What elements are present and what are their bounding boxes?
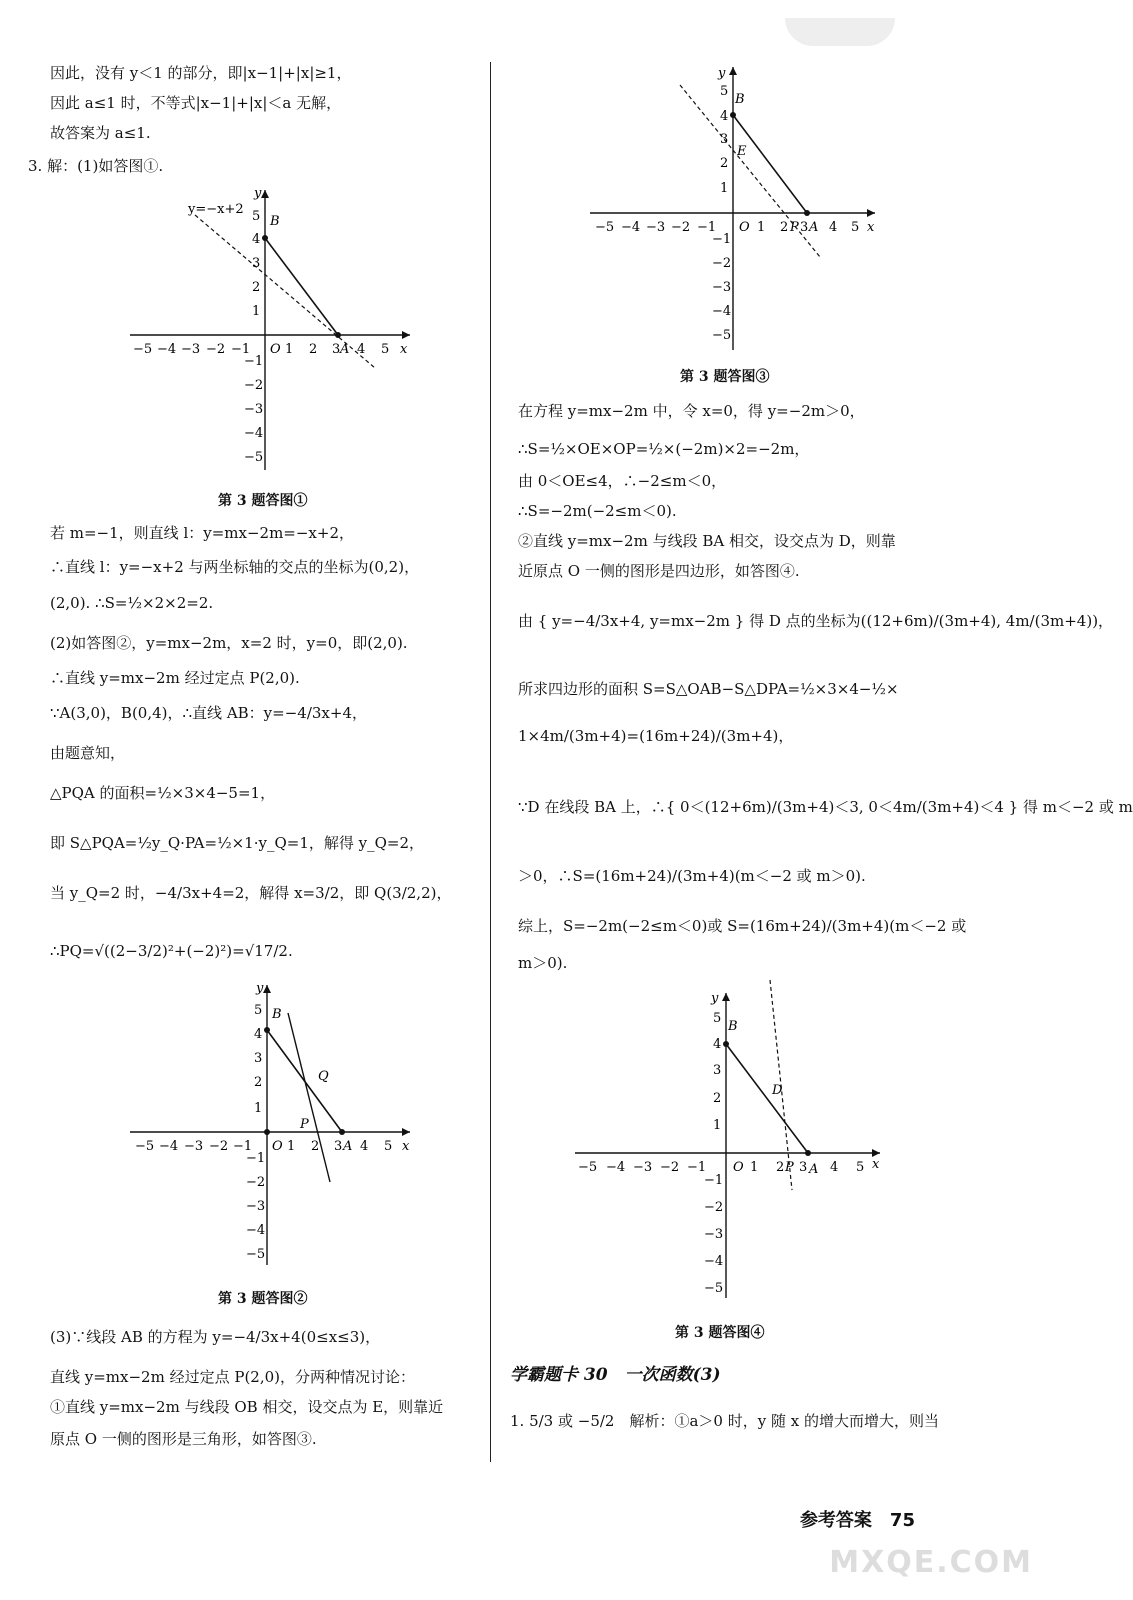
figure-caption: 第 3 题答图① [218, 493, 308, 509]
svg-text:−4: −4 [159, 1139, 179, 1154]
text-line: 若 m=−1，则直线 l：y=mx−2m=−x+2， [50, 524, 355, 542]
text-line: 由 { y=−4/3x+4, y=mx−2m } 得 D 点的坐标为((12+6m)/(3m+4), 4m/(3m+4))， [518, 612, 1114, 630]
svg-text:1: 1 [757, 220, 766, 235]
page-tab [785, 18, 895, 46]
svg-text:−4: −4 [621, 220, 641, 235]
svg-text:1: 1 [720, 181, 729, 196]
svg-text:B: B [272, 1007, 282, 1022]
text-line: (2)如答图②，y=mx−2m，x=2 时，y=0，即(2,0). [50, 634, 408, 652]
svg-text:−3: −3 [704, 1227, 724, 1242]
svg-text:−2: −2 [206, 342, 226, 357]
svg-text:y=−x+2: y=−x+2 [188, 202, 244, 217]
svg-text:3: 3 [254, 1051, 263, 1066]
svg-text:1: 1 [285, 342, 294, 357]
svg-text:2: 2 [713, 1091, 722, 1106]
svg-text:−2: −2 [209, 1139, 229, 1154]
svg-text:1: 1 [254, 1101, 263, 1116]
svg-text:−2: −2 [244, 378, 264, 393]
svg-text:4: 4 [720, 109, 729, 124]
svg-text:x: x [872, 1157, 880, 1172]
svg-text:−3: −3 [184, 1139, 204, 1154]
svg-text:y: y [256, 981, 264, 996]
text-line: 即 S△PQA=½y_Q·PA=½×1·y_Q=1，解得 y_Q=2， [50, 834, 425, 852]
svg-text:2: 2 [252, 280, 261, 295]
svg-text:−5: −5 [595, 220, 615, 235]
svg-text:−4: −4 [704, 1254, 724, 1269]
text-line: 3. 解：(1)如答图①. [28, 157, 164, 175]
section-title: 学霸题卡 30 一次函数(3) [510, 1365, 721, 1385]
text-line: 由题意知， [50, 744, 126, 762]
svg-text:−3: −3 [244, 402, 264, 417]
svg-text:−4: −4 [157, 342, 177, 357]
text-line: 在方程 y=mx−2m 中，令 x=0，得 y=−2m＞0， [518, 402, 865, 420]
svg-text:−1: −1 [687, 1160, 707, 1175]
text-line: 原点 O 一侧的图形是三角形，如答图③. [50, 1430, 317, 1448]
text-line: ∴直线 l：y=−x+2 与两坐标轴的交点的坐标为(0,2)， [50, 558, 420, 576]
text-line: 所求四边形的面积 S=S△OAB−S△DPA=½×3×4−½× [518, 680, 899, 698]
svg-text:Q: Q [318, 1069, 329, 1084]
svg-text:B: B [735, 92, 745, 107]
text-line: ∴S=½×OE×OP=½×(−2m)×2=−2m， [518, 440, 810, 458]
svg-text:1: 1 [252, 304, 261, 319]
text-line: ＞0，∴S=(16m+24)/(3m+4)(m＜−2 或 m＞0). [518, 867, 866, 885]
svg-text:y: y [718, 66, 726, 81]
text-line: ∴直线 y=mx−2m 经过定点 P(2,0). [50, 669, 300, 687]
svg-text:2: 2 [254, 1075, 263, 1090]
svg-text:−3: −3 [181, 342, 201, 357]
svg-text:1: 1 [750, 1160, 759, 1175]
svg-text:3: 3 [334, 1139, 343, 1154]
figure-caption: 第 3 题答图③ [680, 369, 770, 385]
svg-text:−5: −5 [133, 342, 153, 357]
svg-text:−2: −2 [712, 256, 732, 271]
column-divider [490, 62, 491, 1462]
svg-text:−4: −4 [712, 304, 732, 319]
svg-text:x: x [402, 1139, 410, 1154]
graph-answer-4 [570, 978, 880, 1303]
svg-text:4: 4 [713, 1037, 722, 1052]
svg-text:5: 5 [381, 342, 390, 357]
svg-text:O: O [733, 1160, 744, 1175]
graph-answer-3 [585, 65, 885, 355]
svg-text:2: 2 [780, 220, 789, 235]
svg-text:−1: −1 [233, 1139, 253, 1154]
svg-text:y: y [711, 991, 719, 1006]
svg-text:−1: −1 [704, 1173, 724, 1188]
svg-text:3: 3 [713, 1063, 722, 1078]
svg-text:P: P [790, 220, 799, 235]
svg-text:−3: −3 [633, 1160, 653, 1175]
text-line: (3)∵线段 AB 的方程为 y=−4/3x+4(0≤x≤3)， [50, 1328, 381, 1346]
text-line: m＞0). [518, 954, 568, 972]
svg-text:x: x [867, 220, 875, 235]
svg-text:B: B [728, 1019, 738, 1034]
svg-text:5: 5 [254, 1003, 263, 1018]
svg-text:1: 1 [287, 1139, 296, 1154]
svg-text:−3: −3 [246, 1199, 266, 1214]
svg-text:P: P [300, 1117, 309, 1132]
svg-text:2: 2 [311, 1139, 320, 1154]
svg-text:−5: −5 [244, 450, 264, 465]
text-line: ∵A(3,0)，B(0,4)，∴直线 AB：y=−4/3x+4， [50, 704, 368, 722]
svg-text:−1: −1 [246, 1151, 266, 1166]
svg-text:4: 4 [829, 220, 838, 235]
segment-ba [265, 238, 338, 335]
svg-text:D: D [772, 1083, 783, 1098]
svg-text:A: A [343, 1139, 353, 1154]
svg-text:−1: −1 [244, 354, 264, 369]
svg-text:y: y [254, 186, 262, 201]
svg-text:−3: −3 [712, 280, 732, 295]
svg-text:E: E [737, 144, 747, 159]
svg-text:−1: −1 [231, 342, 251, 357]
svg-text:1: 1 [713, 1118, 722, 1133]
watermark: MXQE.COM [829, 1545, 1033, 1580]
figure-caption: 第 3 题答图② [218, 1291, 308, 1307]
svg-text:B: B [270, 214, 280, 229]
text-line: 直线 y=mx−2m 经过定点 P(2,0)，分两种情况讨论： [50, 1368, 416, 1386]
axes [130, 190, 410, 470]
svg-text:−5: −5 [712, 328, 732, 343]
svg-text:O: O [739, 220, 750, 235]
svg-text:5: 5 [851, 220, 860, 235]
text-line: 因此，没有 y＜1 的部分，即|x−1|+|x|≥1， [50, 64, 352, 82]
svg-text:5: 5 [856, 1160, 865, 1175]
svg-text:A: A [340, 342, 350, 357]
svg-text:A: A [809, 1162, 819, 1177]
svg-text:3: 3 [799, 1160, 808, 1175]
text-line: 近原点 O 一侧的图形是四边形，如答图④. [518, 562, 800, 580]
text-line: ②直线 y=mx−2m 与线段 BA 相交，设交点为 D，则靠 [518, 532, 896, 550]
text-line: ∴PQ=√((2−3/2)²+(−2)²)=√17/2. [50, 942, 293, 960]
svg-text:−2: −2 [660, 1160, 680, 1175]
svg-text:3: 3 [332, 342, 341, 357]
svg-text:5: 5 [252, 209, 261, 224]
svg-text:3: 3 [252, 256, 261, 271]
svg-text:A: A [809, 220, 819, 235]
graph-answer-2 [120, 980, 420, 1270]
figure-caption: 第 3 题答图④ [675, 1325, 765, 1341]
svg-text:−5: −5 [704, 1281, 724, 1296]
text-line: ∴S=−2m(−2≤m＜0). [518, 502, 677, 520]
svg-text:4: 4 [357, 342, 366, 357]
svg-text:4: 4 [252, 232, 261, 247]
svg-text:O: O [272, 1139, 283, 1154]
text-line: 故答案为 a≤1. [50, 124, 151, 142]
svg-text:P: P [785, 1160, 794, 1175]
svg-text:−1: −1 [697, 220, 717, 235]
svg-text:3: 3 [720, 132, 729, 147]
svg-text:−5: −5 [578, 1160, 598, 1175]
svg-text:−4: −4 [246, 1223, 266, 1238]
svg-text:−2: −2 [704, 1200, 724, 1215]
text-line: △PQA 的面积=½×3×4−5=1， [50, 784, 276, 802]
graph-answer-1 [120, 185, 420, 475]
svg-text:3: 3 [800, 220, 809, 235]
text-line: 综上，S=−2m(−2≤m＜0)或 S=(16m+24)/(3m+4)(m＜−2 或 [518, 917, 967, 935]
text-line: 当 y_Q=2 时，−4/3x+4=2，解得 x=3/2，即 Q(3/2,2)， [50, 884, 452, 902]
text-line: ①直线 y=mx−2m 与线段 OB 相交，设交点为 E，则靠近 [50, 1398, 444, 1416]
text-line: (2,0). ∴S=½×2×2=2. [50, 594, 214, 612]
svg-text:2: 2 [720, 156, 729, 171]
text-line: 1. 5/3 或 −5/2 解析：①a＞0 时，y 随 x 的增大而增大，则当 [510, 1412, 939, 1430]
svg-text:−4: −4 [244, 426, 264, 441]
svg-text:4: 4 [360, 1139, 369, 1154]
svg-text:−1: −1 [712, 232, 732, 247]
svg-text:5: 5 [713, 1011, 722, 1026]
svg-text:−2: −2 [671, 220, 691, 235]
svg-text:−3: −3 [646, 220, 666, 235]
svg-text:−5: −5 [246, 1247, 266, 1262]
svg-text:4: 4 [254, 1027, 263, 1042]
svg-text:−4: −4 [606, 1160, 626, 1175]
svg-text:5: 5 [720, 84, 729, 99]
svg-text:5: 5 [384, 1139, 393, 1154]
svg-text:−2: −2 [246, 1175, 266, 1190]
svg-text:2: 2 [309, 342, 318, 357]
text-line: 因此 a≤1 时，不等式|x−1|+|x|＜a 无解， [50, 94, 342, 112]
text-line: 由 0＜OE≤4，∴−2≤m＜0， [518, 472, 727, 490]
text-line: ∵D 在线段 BA 上，∴{ 0＜(12+6m)/(3m+4)＜3, 0＜4m/(3m+4)＜4 } 得 m＜−2 或 m [518, 798, 1133, 816]
svg-text:4: 4 [830, 1160, 839, 1175]
text-line: 1×4m/(3m+4)=(16m+24)/(3m+4)， [518, 727, 794, 745]
svg-text:x: x [400, 342, 408, 357]
svg-text:2: 2 [776, 1160, 785, 1175]
page-footer: 参考答案 75 [799, 1510, 915, 1531]
svg-text:−5: −5 [135, 1139, 155, 1154]
svg-text:O: O [270, 342, 281, 357]
